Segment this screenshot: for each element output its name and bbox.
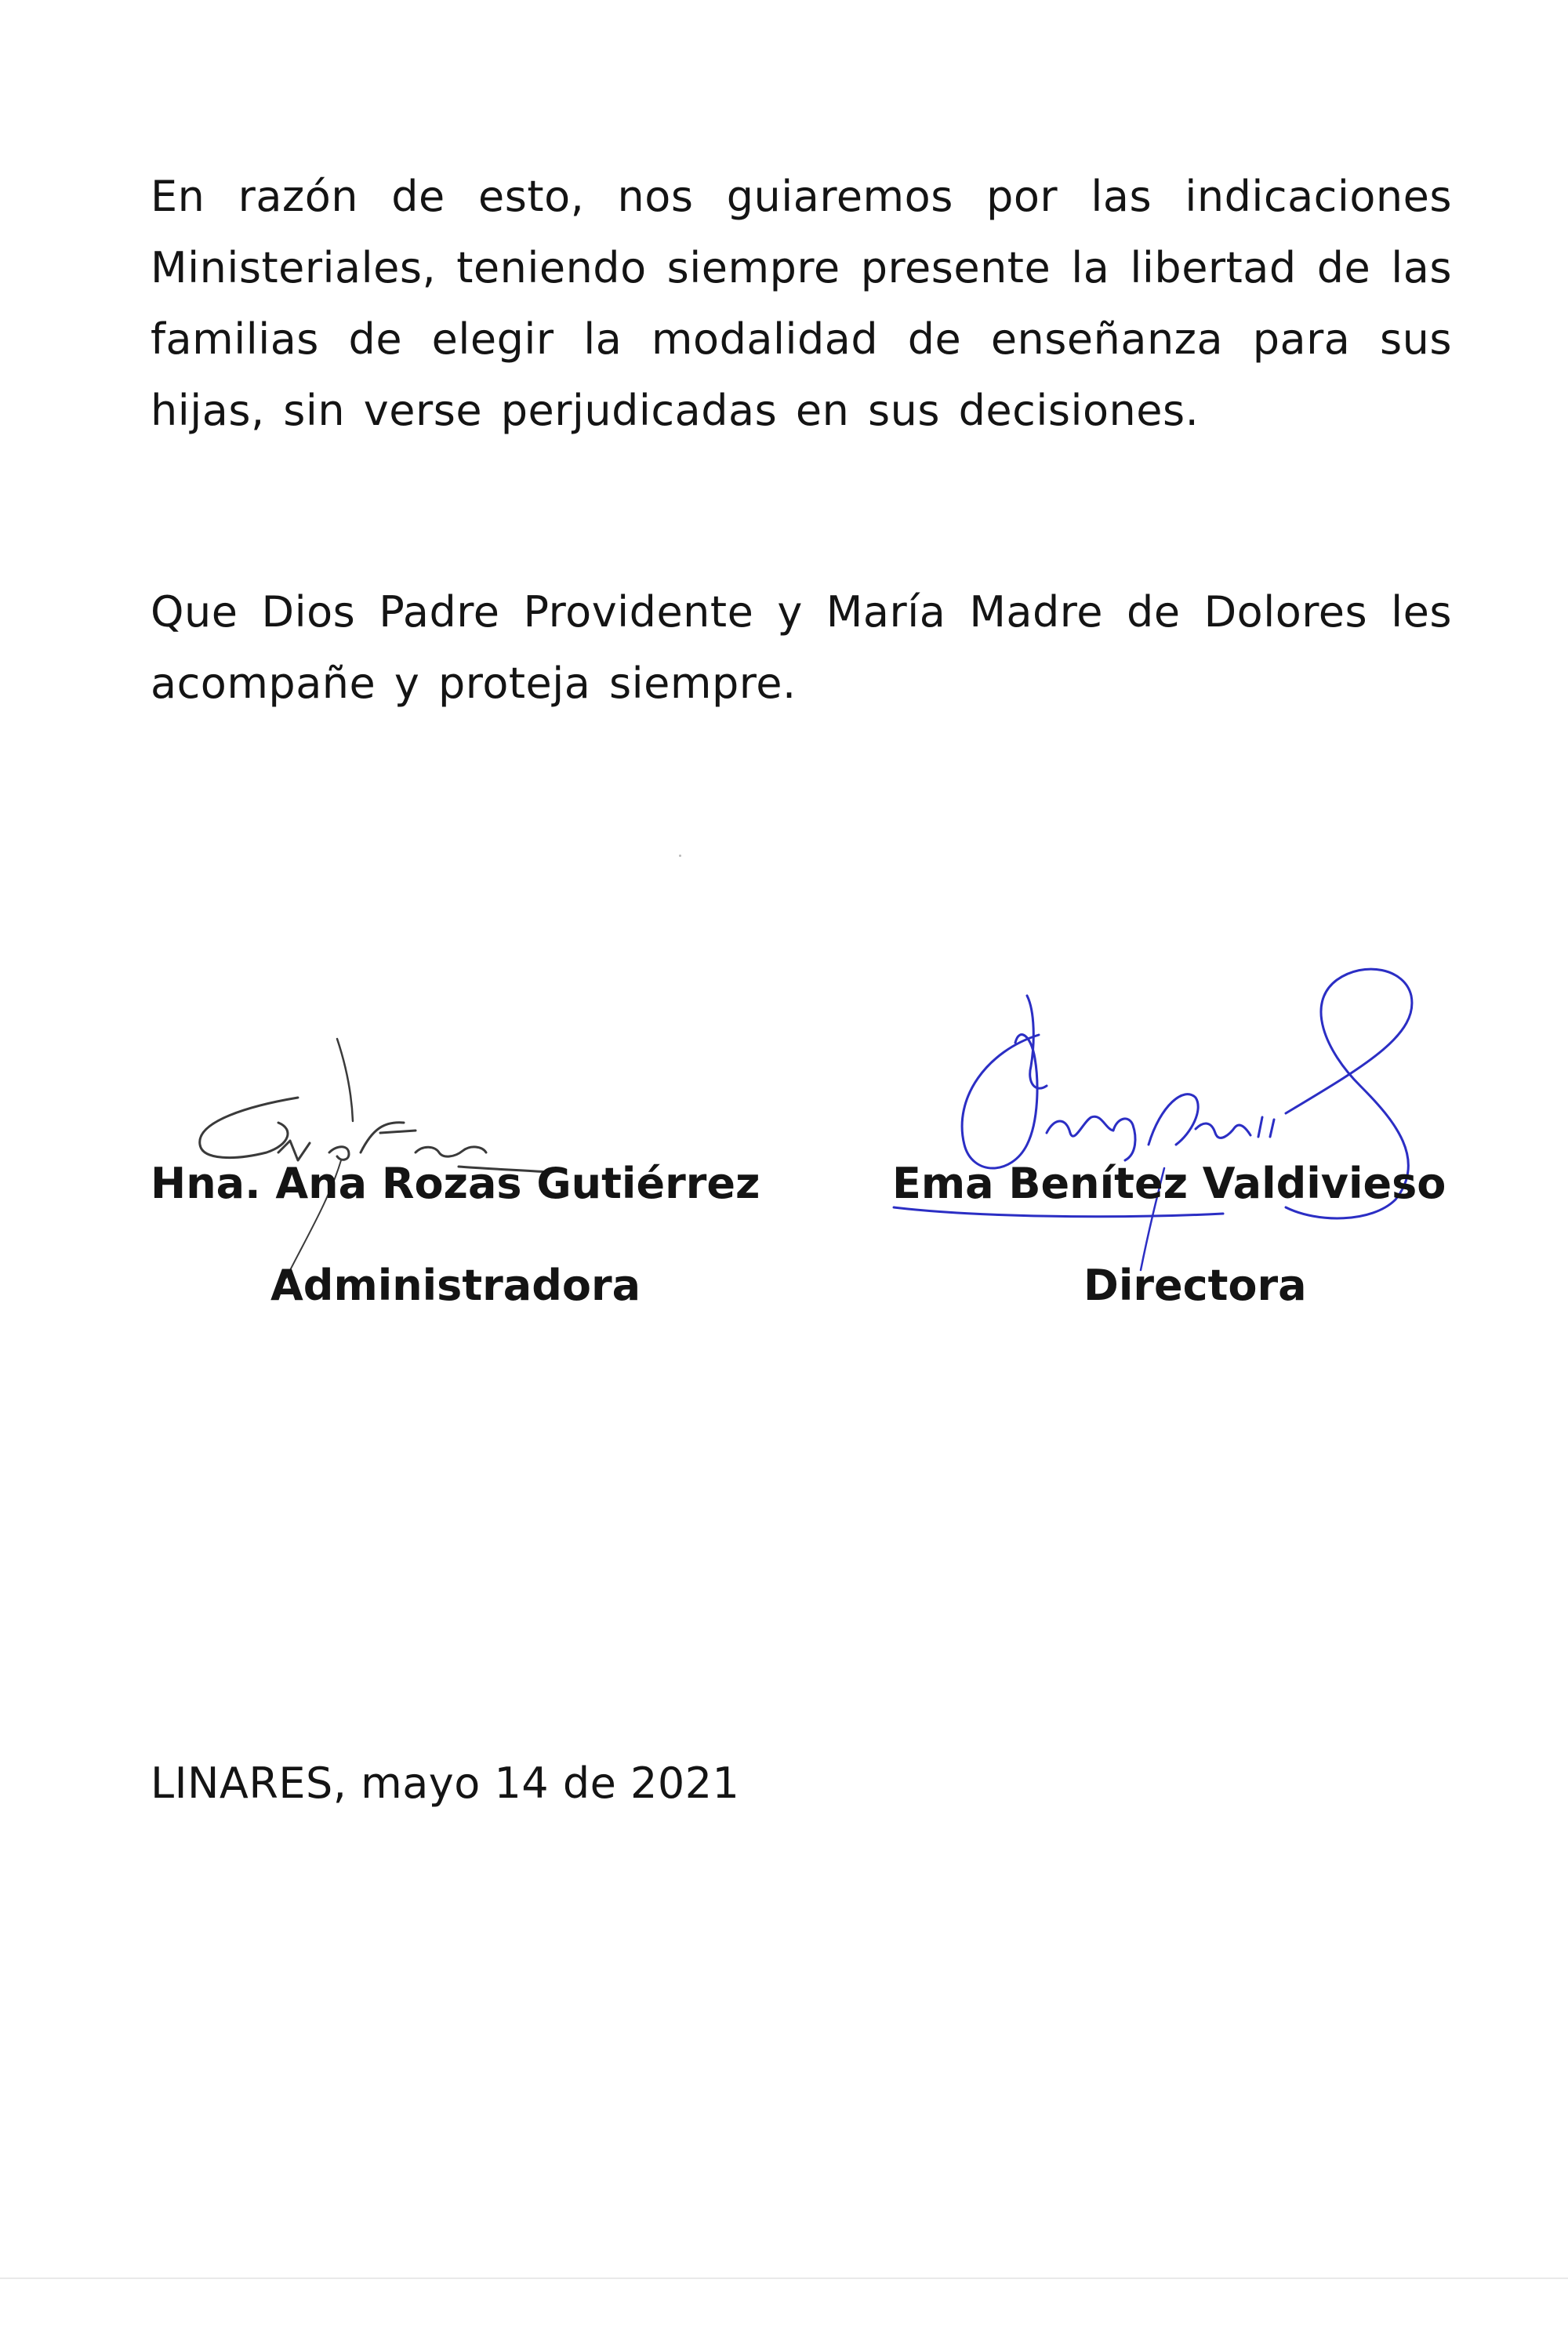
- scan-bottom-edge: [0, 2278, 1568, 2279]
- paragraph-ministerial-guidance: En razón de esto, nos guiaremos por las indicaciones Ministeriales, teniendo siempre presente la libertad de las familias de elegir la modalidad de enseñanza para sus hijas, sin verse perjudicadas en sus decisiones.: [151, 172, 1452, 435]
- signatory-role-directora: Directora: [1083, 1261, 1307, 1310]
- signatory-name-administradora: Hna. Ana Rozas Gutiérrez: [151, 1159, 760, 1208]
- scan-speck: [679, 855, 681, 857]
- signatory-role-administradora: Administradora: [270, 1261, 641, 1310]
- place-and-date: LINARES, mayo 14 de 2021: [151, 1759, 740, 1808]
- signatory-name-directora: Ema Benítez Valdivieso: [892, 1159, 1446, 1208]
- paragraph-blessing: Que Dios Padre Providente y María Madre de Dolores les acompañe y proteja siempre.: [151, 587, 1452, 708]
- signature-right-handwritten: [878, 949, 1443, 1278]
